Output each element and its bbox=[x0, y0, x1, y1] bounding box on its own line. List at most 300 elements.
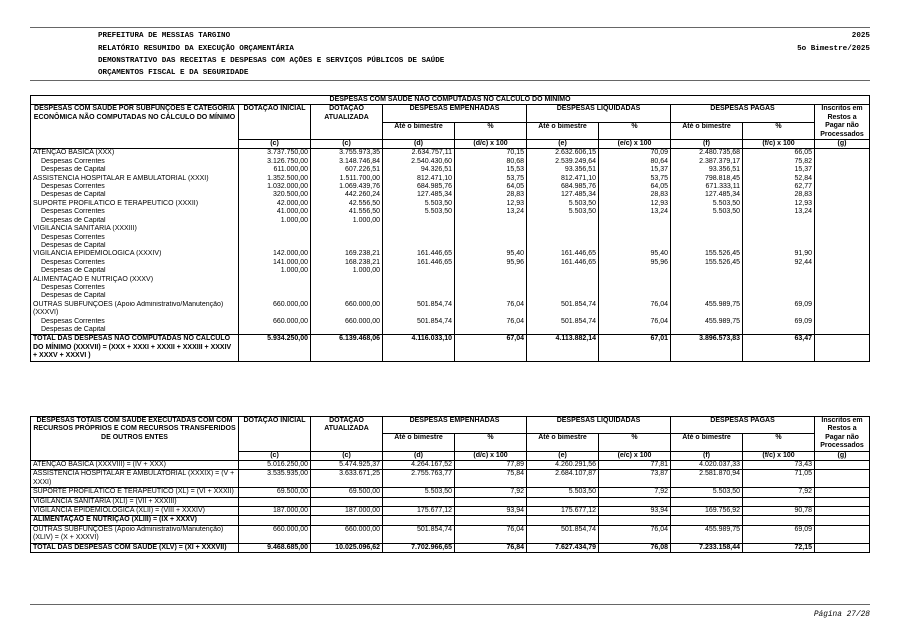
table-row bbox=[31, 543, 870, 552]
row-value: 5.016.250,00 bbox=[239, 461, 311, 470]
row-value: 7,92 bbox=[743, 488, 815, 497]
row-value bbox=[743, 292, 815, 300]
table-row bbox=[31, 507, 870, 516]
table-row bbox=[31, 158, 870, 166]
report-year: 2025 bbox=[851, 32, 870, 40]
row-value bbox=[671, 326, 743, 335]
row-value: 76,04 bbox=[599, 525, 671, 543]
table-row bbox=[31, 488, 870, 497]
row-value bbox=[311, 276, 383, 284]
row-value bbox=[455, 234, 527, 242]
row-label: ALIMENTAÇÃO E NUTRIÇÃO (XLIII) = (IX + XXXV) bbox=[31, 516, 239, 525]
total-value: 4.113.882,14 bbox=[527, 335, 599, 361]
header-line-1 bbox=[98, 32, 870, 40]
col-pagas: DESPESAS PAGAS bbox=[671, 417, 815, 434]
report-title: RELATÓRIO RESUMIDO DA EXECUÇÃO ORÇAMENTÁRIA bbox=[98, 45, 294, 53]
row-value: 1.000,00 bbox=[311, 217, 383, 225]
total-value: 4.116.033,10 bbox=[383, 335, 455, 361]
row-value bbox=[599, 234, 671, 242]
entity-name: PREFEITURA DE MESSIAS TARGINO bbox=[98, 32, 231, 40]
row-label: ALIMENTAÇÃO E NUTRIÇÃO (XXXV) bbox=[31, 276, 239, 284]
row-label: ASSISTÊNCIA HOSPITALAR E AMBULATORIAL (XXXIX) = (V + XXXI) bbox=[31, 470, 239, 488]
row-value: 5.503,50 bbox=[671, 488, 743, 497]
row-value bbox=[383, 516, 455, 525]
row-value: 501.854,74 bbox=[383, 301, 455, 318]
col-liquidadas: DESPESAS LIQUIDADAS bbox=[527, 417, 671, 434]
row-value bbox=[815, 326, 870, 335]
row-value bbox=[311, 516, 383, 525]
table-row bbox=[31, 516, 870, 525]
row-value bbox=[815, 507, 870, 516]
row-value: 15,37 bbox=[599, 166, 671, 174]
row-value: 2.684.107,87 bbox=[527, 470, 599, 488]
row-value: 3.126.750,00 bbox=[239, 158, 311, 166]
row-value: 127.485,34 bbox=[383, 191, 455, 199]
row-value: 13,24 bbox=[599, 208, 671, 216]
row-value: 2.581.870,94 bbox=[671, 470, 743, 488]
row-value: 455.989,75 bbox=[671, 318, 743, 326]
row-value: 3.148.746,84 bbox=[311, 158, 383, 166]
total-value: 6.139.468,06 bbox=[311, 335, 383, 361]
row-value bbox=[815, 183, 870, 191]
row-value: 169.238,21 bbox=[311, 250, 383, 258]
row-value bbox=[527, 292, 599, 300]
total-value: 67,01 bbox=[599, 335, 671, 361]
row-value: 76,04 bbox=[455, 318, 527, 326]
row-value bbox=[455, 267, 527, 275]
row-value: 70,09 bbox=[599, 149, 671, 158]
table-row bbox=[31, 208, 870, 216]
row-value: 2.634.757,11 bbox=[383, 149, 455, 158]
row-value: 95,96 bbox=[455, 259, 527, 267]
row-value: 660.000,00 bbox=[311, 301, 383, 318]
row-value bbox=[383, 276, 455, 284]
row-value: 80,64 bbox=[599, 158, 671, 166]
row-value: 7,92 bbox=[455, 488, 527, 497]
row-value bbox=[383, 326, 455, 335]
row-label: VIGILÂNCIA EPIDEMIOLÓGICA (XXXIV) bbox=[31, 250, 239, 258]
col-pct: % bbox=[743, 122, 815, 139]
col-code: (e/c) x 100 bbox=[599, 451, 671, 460]
row-value bbox=[815, 208, 870, 216]
row-value bbox=[599, 292, 671, 300]
row-value bbox=[383, 267, 455, 275]
col-dotacao-inicial: DOTAÇÃO INICIAL bbox=[239, 105, 311, 140]
row-value bbox=[527, 516, 599, 525]
row-value: 1.511.700,00 bbox=[311, 175, 383, 183]
row-value bbox=[815, 191, 870, 199]
row-value: 66,05 bbox=[743, 149, 815, 158]
row-value: 12,93 bbox=[743, 200, 815, 208]
row-value: 3.633.671,25 bbox=[311, 470, 383, 488]
row-value: 75,82 bbox=[743, 158, 815, 166]
row-value bbox=[239, 516, 311, 525]
row-label: Despesas de Capital bbox=[31, 217, 239, 225]
row-value: 69,09 bbox=[743, 318, 815, 326]
row-value: 9.468.685,00 bbox=[239, 543, 311, 552]
row-value: 69.500,00 bbox=[239, 488, 311, 497]
row-value: 41.000,00 bbox=[239, 208, 311, 216]
row-value bbox=[671, 497, 743, 506]
row-value: 69,09 bbox=[743, 525, 815, 543]
row-value: 155.526,45 bbox=[671, 259, 743, 267]
row-label: Despesas de Capital bbox=[31, 242, 239, 250]
row-label: VIGILÂNCIA SANITÁRIA (XLI) = (VII + XXXIII) bbox=[31, 497, 239, 506]
row-value: 76,04 bbox=[599, 318, 671, 326]
row-value: 94.326,51 bbox=[383, 166, 455, 174]
row-value bbox=[455, 497, 527, 506]
row-value: 70,15 bbox=[455, 149, 527, 158]
row-label: VIGILÂNCIA SANITÁRIA (XXXIII) bbox=[31, 225, 239, 233]
table1-heading: DESPESAS COM SAUDE POR SUBFUNÇÕES E CATEGORIA ECONÔMICA NÃO COMPUTADAS NO CÁLCULO DO MÍNIMO bbox=[31, 105, 239, 149]
row-value: 607.226,51 bbox=[311, 166, 383, 174]
row-value: 90,78 bbox=[743, 507, 815, 516]
statement-title: DEMONSTRATIVO DAS RECEITAS E DESPESAS COM AÇÕES E SERVIÇOS PÚBLICOS DE SAÚDE bbox=[98, 57, 445, 65]
table-row bbox=[31, 166, 870, 174]
row-value: 7,92 bbox=[599, 488, 671, 497]
row-value: 798.818,45 bbox=[671, 175, 743, 183]
row-value bbox=[815, 488, 870, 497]
row-value: 76,08 bbox=[599, 543, 671, 552]
row-value bbox=[815, 301, 870, 318]
row-value: 5.503,50 bbox=[527, 488, 599, 497]
row-value: 92,44 bbox=[743, 259, 815, 267]
col-ate-bimestre: Até o bimestre bbox=[671, 434, 743, 451]
row-value bbox=[815, 267, 870, 275]
row-value bbox=[455, 276, 527, 284]
page-number: Página 27/28 bbox=[813, 611, 870, 619]
row-value bbox=[815, 242, 870, 250]
row-value: 76,04 bbox=[455, 301, 527, 318]
row-value bbox=[599, 284, 671, 292]
row-value bbox=[671, 217, 743, 225]
row-label: SUPORTE PROFILÁTICO E TERAPÊUTICO (XXXII) bbox=[31, 200, 239, 208]
row-label: Despesas Correntes bbox=[31, 208, 239, 216]
row-value: 52,84 bbox=[743, 175, 815, 183]
col-code: (f/c) x 100 bbox=[743, 140, 815, 149]
row-value bbox=[383, 242, 455, 250]
row-value bbox=[599, 267, 671, 275]
row-value: 93.356,51 bbox=[671, 166, 743, 174]
table-row bbox=[31, 292, 870, 300]
row-value: 5.503,50 bbox=[383, 208, 455, 216]
row-value bbox=[671, 516, 743, 525]
col-dotacao-atualizada: DOTAÇÃO ATUALIZADA bbox=[311, 417, 383, 452]
row-value bbox=[815, 200, 870, 208]
row-label: Despesas Correntes bbox=[31, 284, 239, 292]
row-value bbox=[527, 326, 599, 335]
header-line-4 bbox=[98, 69, 870, 77]
col-code: (g) bbox=[815, 451, 870, 460]
header-rule bbox=[30, 80, 870, 81]
row-value: 1.352.500,00 bbox=[239, 175, 311, 183]
row-value: 4.020.037,33 bbox=[671, 461, 743, 470]
non-computed-expenses-table bbox=[30, 95, 870, 362]
row-value: 64,05 bbox=[455, 183, 527, 191]
row-value: 175.677,12 bbox=[527, 507, 599, 516]
col-empenhadas: DESPESAS EMPENHADAS bbox=[383, 105, 527, 122]
row-value bbox=[383, 234, 455, 242]
table-row bbox=[31, 175, 870, 183]
row-label: OUTRAS SUBFUNÇÕES (Apoio Administrativo/Manutenção) (XLIV) = (X + XXXVI) bbox=[31, 525, 239, 543]
row-value: 812.471,10 bbox=[527, 175, 599, 183]
row-value bbox=[599, 326, 671, 335]
row-value bbox=[815, 292, 870, 300]
row-label: Despesas de Capital bbox=[31, 267, 239, 275]
row-value: 660.000,00 bbox=[239, 525, 311, 543]
row-value bbox=[599, 497, 671, 506]
row-value: 2.755.763,77 bbox=[383, 470, 455, 488]
row-value bbox=[527, 234, 599, 242]
row-value: 187.000,00 bbox=[239, 507, 311, 516]
row-value bbox=[815, 250, 870, 258]
row-value bbox=[743, 276, 815, 284]
col-pct: % bbox=[455, 122, 527, 139]
header-line-2 bbox=[98, 45, 870, 53]
row-value bbox=[311, 292, 383, 300]
row-value bbox=[455, 217, 527, 225]
row-value bbox=[527, 284, 599, 292]
row-value: 187.000,00 bbox=[311, 507, 383, 516]
row-value: 28,83 bbox=[599, 191, 671, 199]
row-value bbox=[239, 292, 311, 300]
row-value: 76,04 bbox=[455, 525, 527, 543]
row-value: 53,75 bbox=[599, 175, 671, 183]
row-value: 5.503,50 bbox=[383, 488, 455, 497]
table-row bbox=[31, 242, 870, 250]
row-value: 95,96 bbox=[599, 259, 671, 267]
row-value: 175.677,12 bbox=[383, 507, 455, 516]
row-value: 2.539.249,64 bbox=[527, 158, 599, 166]
row-value: 73,43 bbox=[743, 461, 815, 470]
row-value: 7.702.966,65 bbox=[383, 543, 455, 552]
row-label: ATENÇÃO BÁSICA (XXX) bbox=[31, 149, 239, 158]
col-code: (e/c) x 100 bbox=[599, 140, 671, 149]
row-value: 161.446,65 bbox=[383, 259, 455, 267]
table-row bbox=[31, 217, 870, 225]
row-label: Despesas de Capital bbox=[31, 326, 239, 335]
row-value: 2.632.606,15 bbox=[527, 149, 599, 158]
row-value: 95,40 bbox=[455, 250, 527, 258]
row-value: 15,53 bbox=[455, 166, 527, 174]
col-code: (c) bbox=[239, 140, 311, 149]
row-value bbox=[455, 326, 527, 335]
row-value bbox=[383, 292, 455, 300]
top-rule bbox=[30, 27, 870, 28]
row-value: 501.854,74 bbox=[383, 318, 455, 326]
row-value bbox=[671, 234, 743, 242]
row-value: 161.446,65 bbox=[527, 250, 599, 258]
row-value bbox=[743, 326, 815, 335]
budget-title: ORÇAMENTOS FISCAL E DA SEGURIDADE bbox=[98, 69, 249, 77]
col-pct: % bbox=[599, 434, 671, 451]
row-value: 812.471,10 bbox=[383, 175, 455, 183]
total-value: 67,04 bbox=[455, 335, 527, 361]
row-value bbox=[311, 326, 383, 335]
table-row bbox=[31, 234, 870, 242]
row-value: 155.526,45 bbox=[671, 250, 743, 258]
row-value: 93,94 bbox=[455, 507, 527, 516]
row-value bbox=[527, 225, 599, 233]
row-value: 501.854,74 bbox=[383, 525, 455, 543]
row-value bbox=[239, 234, 311, 242]
row-value: 15,37 bbox=[743, 166, 815, 174]
table1-title: DESPESAS COM SAÚDE NÃO COMPUTADAS NO CÁLCULO DO MÍNIMO bbox=[31, 96, 870, 105]
row-value: 62,77 bbox=[743, 183, 815, 191]
row-value bbox=[815, 318, 870, 326]
col-code: (c) bbox=[311, 140, 383, 149]
col-code: (e) bbox=[527, 140, 599, 149]
col-liquidadas: DESPESAS LIQUIDADAS bbox=[527, 105, 671, 122]
table-row bbox=[31, 191, 870, 199]
row-value: 80,68 bbox=[455, 158, 527, 166]
row-value bbox=[455, 225, 527, 233]
row-value: 76,04 bbox=[599, 301, 671, 318]
row-label: Despesas Correntes bbox=[31, 318, 239, 326]
row-value bbox=[311, 242, 383, 250]
row-value bbox=[671, 284, 743, 292]
row-value bbox=[815, 497, 870, 506]
row-value: 5.503,50 bbox=[527, 200, 599, 208]
report-period: 5o Bimestre/2025 bbox=[797, 45, 870, 53]
row-value: 1.000,00 bbox=[239, 217, 311, 225]
row-value: 7.233.158,44 bbox=[671, 543, 743, 552]
table-row bbox=[31, 497, 870, 506]
row-value: 142.000,00 bbox=[239, 250, 311, 258]
col-pct: % bbox=[743, 434, 815, 451]
row-value bbox=[527, 276, 599, 284]
row-value bbox=[599, 516, 671, 525]
row-value bbox=[815, 284, 870, 292]
row-value bbox=[815, 158, 870, 166]
row-value: 660.000,00 bbox=[239, 318, 311, 326]
row-value bbox=[383, 284, 455, 292]
row-value bbox=[455, 292, 527, 300]
row-value bbox=[527, 497, 599, 506]
row-label: Despesas de Capital bbox=[31, 191, 239, 199]
row-value: 75,84 bbox=[455, 470, 527, 488]
row-value bbox=[815, 516, 870, 525]
row-value: 127.485,34 bbox=[527, 191, 599, 199]
row-value bbox=[239, 284, 311, 292]
row-value: 320.500,00 bbox=[239, 191, 311, 199]
row-value: 141.000,00 bbox=[239, 259, 311, 267]
row-label: Despesas Correntes bbox=[31, 183, 239, 191]
row-value: 72,15 bbox=[743, 543, 815, 552]
row-value: 71,05 bbox=[743, 470, 815, 488]
row-value bbox=[383, 225, 455, 233]
row-value bbox=[815, 543, 870, 552]
row-value bbox=[311, 284, 383, 292]
row-value bbox=[311, 234, 383, 242]
row-value bbox=[599, 225, 671, 233]
row-value: 2.480.735,68 bbox=[671, 149, 743, 158]
row-value: 73,87 bbox=[599, 470, 671, 488]
row-value: 69.500,00 bbox=[311, 488, 383, 497]
row-value: 12,93 bbox=[455, 200, 527, 208]
row-value: 660.000,00 bbox=[311, 525, 383, 543]
col-restos: Inscritos em Restos a Pagar não Processados bbox=[815, 417, 870, 452]
col-ate-bimestre: Até o bimestre bbox=[671, 122, 743, 139]
row-value: 5.474.925,37 bbox=[311, 461, 383, 470]
row-value: 7.627.434,79 bbox=[527, 543, 599, 552]
col-dotacao-atualizada: DOTAÇÃO ATUALIZADA bbox=[311, 105, 383, 140]
row-value bbox=[599, 242, 671, 250]
col-pagas: DESPESAS PAGAS bbox=[671, 105, 815, 122]
row-value: 1.000,00 bbox=[239, 267, 311, 275]
row-value: 455.989,75 bbox=[671, 525, 743, 543]
table-row bbox=[31, 301, 870, 318]
col-code: (c) bbox=[239, 451, 311, 460]
table-row bbox=[31, 250, 870, 258]
row-value: 5.503,50 bbox=[527, 208, 599, 216]
row-value bbox=[671, 267, 743, 275]
row-value: 64,05 bbox=[599, 183, 671, 191]
row-value bbox=[455, 516, 527, 525]
col-code: (c) bbox=[311, 451, 383, 460]
col-restos: Inscritos em Restos a Pagar não Processados bbox=[815, 105, 870, 140]
row-value: 2.540.430,60 bbox=[383, 158, 455, 166]
row-value bbox=[239, 326, 311, 335]
row-value: 13,24 bbox=[455, 208, 527, 216]
row-value bbox=[383, 217, 455, 225]
row-value bbox=[815, 525, 870, 543]
row-value: 91,90 bbox=[743, 250, 815, 258]
row-value bbox=[743, 267, 815, 275]
row-value: 3.755.973,35 bbox=[311, 149, 383, 158]
row-value bbox=[239, 276, 311, 284]
row-value: 501.854,74 bbox=[527, 525, 599, 543]
total-row bbox=[31, 335, 870, 361]
row-value bbox=[239, 497, 311, 506]
row-value bbox=[815, 149, 870, 158]
row-value bbox=[311, 497, 383, 506]
row-value: 13,24 bbox=[743, 208, 815, 216]
row-value: 28,83 bbox=[743, 191, 815, 199]
table-row bbox=[31, 200, 870, 208]
row-value: 455.989,75 bbox=[671, 301, 743, 318]
row-value: 5.503,50 bbox=[671, 208, 743, 216]
row-value bbox=[239, 242, 311, 250]
row-value bbox=[671, 292, 743, 300]
row-value bbox=[239, 225, 311, 233]
row-value: 161.446,65 bbox=[527, 259, 599, 267]
row-value: 127.485,34 bbox=[671, 191, 743, 199]
row-label: SUPORTE PROFILÁTICO E TERAPÊUTICO (XL) = (VI + XXXII) bbox=[31, 488, 239, 497]
row-value: 42.000,00 bbox=[239, 200, 311, 208]
row-value: 12,93 bbox=[599, 200, 671, 208]
row-value: 442.260,24 bbox=[311, 191, 383, 199]
row-value bbox=[743, 234, 815, 242]
row-label: ATENÇÃO BÁSICA (XXXVIII) = (IV + XXX) bbox=[31, 461, 239, 470]
col-code: (f) bbox=[671, 140, 743, 149]
row-value bbox=[815, 225, 870, 233]
row-value: 10.025.096,62 bbox=[311, 543, 383, 552]
col-code: (f/c) x 100 bbox=[743, 451, 815, 460]
row-value: 69,09 bbox=[743, 301, 815, 318]
row-value: 5.503,50 bbox=[383, 200, 455, 208]
row-value: 93.356,51 bbox=[527, 166, 599, 174]
col-code: (d) bbox=[383, 451, 455, 460]
col-ate-bimestre: Até o bimestre bbox=[527, 122, 599, 139]
table-row bbox=[31, 326, 870, 335]
row-value: 660.000,00 bbox=[311, 318, 383, 326]
table-row bbox=[31, 461, 870, 470]
row-label: Despesas de Capital bbox=[31, 292, 239, 300]
row-value bbox=[599, 217, 671, 225]
row-value bbox=[815, 470, 870, 488]
total-value: 5.934.250,00 bbox=[239, 335, 311, 361]
